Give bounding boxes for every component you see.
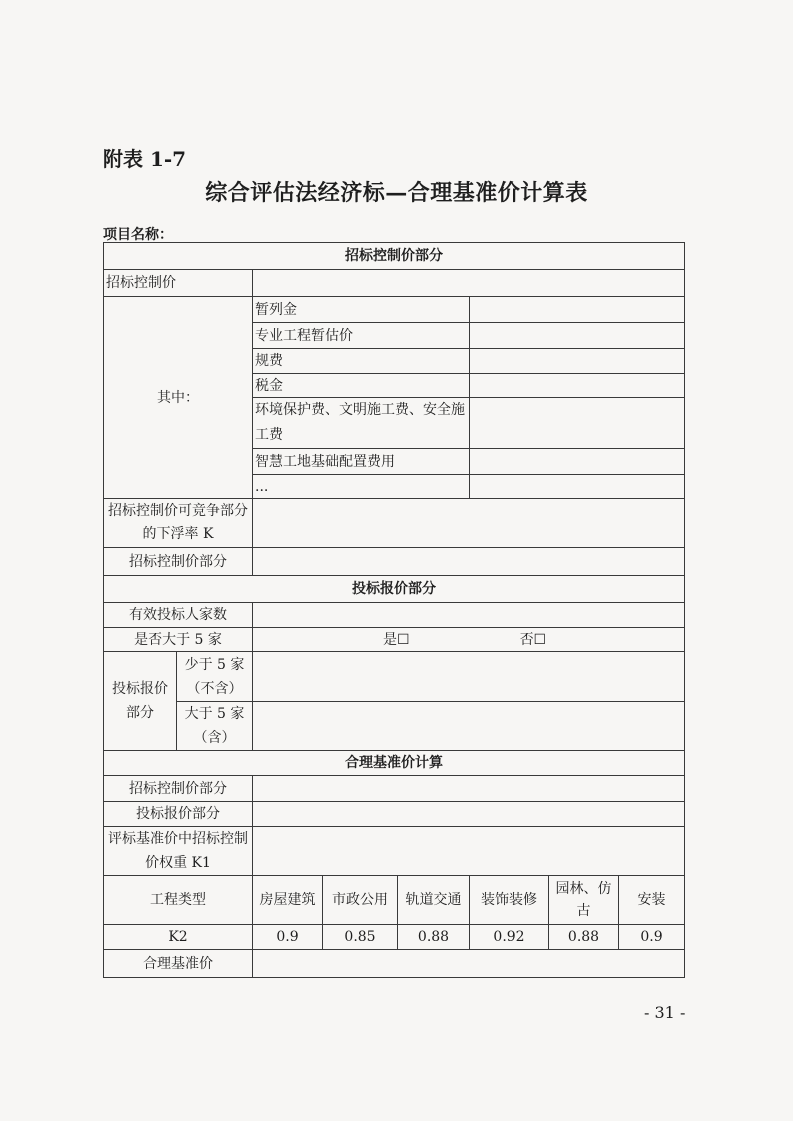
calc-bid-part-label: 投标报价部分 xyxy=(104,802,253,827)
including-item-value[interactable] xyxy=(470,374,685,398)
project-name-label: 项目名称： xyxy=(103,227,173,243)
k2-value: 0.85 xyxy=(323,925,398,950)
bid-part-label: 投标报价部分 xyxy=(104,652,177,751)
including-item-label: 暂列金 xyxy=(253,297,470,323)
project-type-cell: 园林、仿古 xyxy=(549,876,619,925)
reasonable-price-label: 合理基准价 xyxy=(104,950,253,978)
including-item-value[interactable] xyxy=(470,475,685,499)
including-item-label: 环境保护费、文明施工费、安全施工费 xyxy=(253,398,470,449)
including-item-value[interactable] xyxy=(470,349,685,374)
section-header-control-price: 招标控制价部分 xyxy=(104,243,685,270)
k1-label: 评标基准价中招标控制价权重 K1 xyxy=(104,827,253,876)
including-item-label: ... xyxy=(253,475,470,499)
calc-control-part-label: 招标控制价部分 xyxy=(104,776,253,802)
page-number: - 31 - xyxy=(644,1003,686,1022)
including-label: 其中： xyxy=(104,297,253,499)
including-item-value[interactable] xyxy=(470,297,685,323)
calc-bid-part-value[interactable] xyxy=(253,802,685,827)
k2-value: 0.88 xyxy=(549,925,619,950)
appendix-label: 附表 1-7 xyxy=(103,147,187,171)
reasonable-price-value[interactable] xyxy=(253,950,685,978)
float-rate-value[interactable] xyxy=(253,499,685,548)
project-type-cell: 装饰装修 xyxy=(470,876,549,925)
less-than-5-value[interactable] xyxy=(253,652,685,702)
control-part-value[interactable] xyxy=(253,548,685,576)
less-than-5-label: 少于 5 家（不含） xyxy=(177,652,253,702)
title-text: 综合评估法经济标—合理基准价计算表 xyxy=(205,180,588,206)
k1-value[interactable] xyxy=(253,827,685,876)
including-item-value[interactable] xyxy=(470,449,685,475)
project-type-cell: 轨道交通 xyxy=(398,876,470,925)
control-price-value[interactable] xyxy=(253,270,685,297)
section-header-reasonable-price: 合理基准价计算 xyxy=(104,751,685,776)
valid-bidders-value[interactable] xyxy=(253,603,685,628)
control-part-label: 招标控制价部分 xyxy=(104,548,253,576)
project-type-cell: 房屋建筑 xyxy=(253,876,323,925)
page-title xyxy=(0,176,793,207)
control-price-label: 招标控制价 xyxy=(104,270,253,297)
valid-bidders-label: 有效投标人家数 xyxy=(104,603,253,628)
no-checkbox[interactable]: 否☐ xyxy=(519,631,547,648)
including-item-value[interactable] xyxy=(470,398,685,449)
including-item-value[interactable] xyxy=(470,323,685,349)
project-type-label: 工程类型 xyxy=(104,876,253,925)
k2-value: 0.88 xyxy=(398,925,470,950)
yes-checkbox[interactable]: 是☐ xyxy=(383,631,410,648)
including-item-label: 税金 xyxy=(253,374,470,398)
k2-value: 0.9 xyxy=(253,925,323,950)
more-than-5-label: 是否大于 5 家 xyxy=(104,628,253,652)
including-item-label: 智慧工地基础配置费用 xyxy=(253,449,470,475)
k2-value: 0.92 xyxy=(470,925,549,950)
section-header-bid-price: 投标报价部分 xyxy=(104,576,685,603)
including-item-label: 专业工程暂估价 xyxy=(253,323,470,349)
project-type-cell: 市政公用 xyxy=(323,876,398,925)
project-type-cell: 安装 xyxy=(619,876,685,925)
more-than-5-incl-value[interactable] xyxy=(253,702,685,751)
k2-value: 0.9 xyxy=(619,925,685,950)
float-rate-label: 招标控制价可竞争部分的下浮率 K xyxy=(104,499,253,548)
k2-label: K2 xyxy=(104,925,253,950)
calculation-table xyxy=(103,242,685,978)
including-item-label: 规费 xyxy=(253,349,470,374)
more-than-5-incl-label: 大于 5 家（含） xyxy=(177,702,253,751)
calc-control-part-value[interactable] xyxy=(253,776,685,802)
